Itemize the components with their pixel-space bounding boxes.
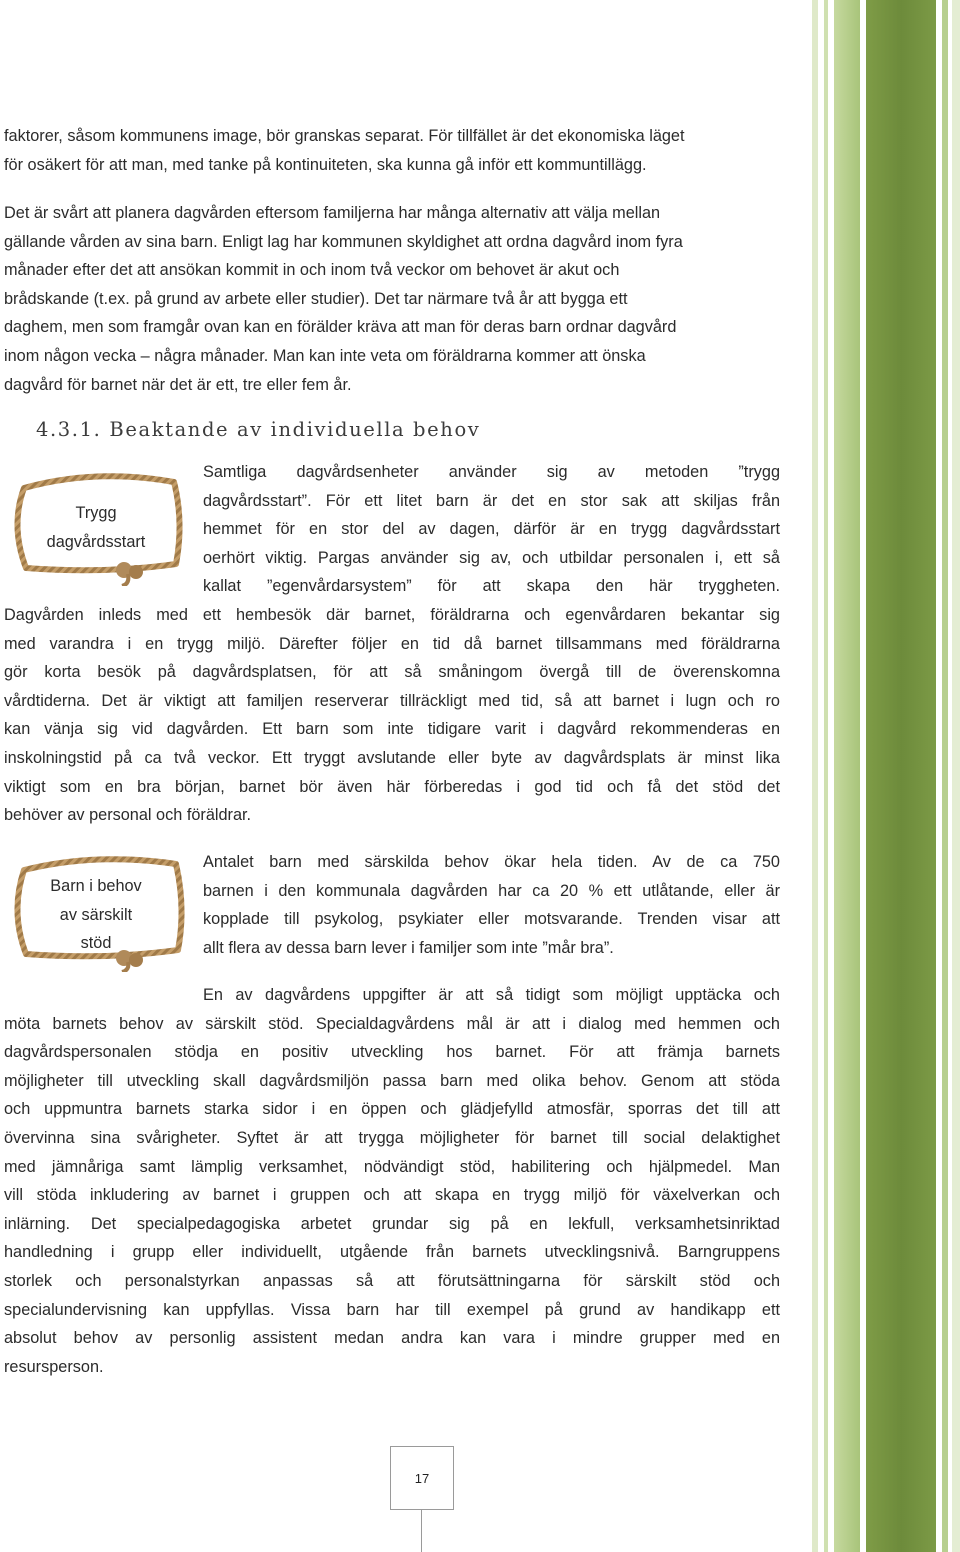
text-line: Det är svårt att planera dagvården eftersom familjerna har många alternativ att välja mellan (4, 204, 661, 222)
text-line: inlärning. Det specialpedagogiska arbetet grundar sig på en lekfull, verksamhetsinriktad (4, 1214, 780, 1233)
stripe (952, 0, 960, 1552)
text-line: En av dagvårdens uppgifter är att så tidigt som möjligt upptäcka och (203, 986, 780, 1004)
text-line: viktigt som en bra början, barnet bör även här förberedas i god tid och få det stöd det (4, 777, 780, 796)
stripe (834, 0, 860, 1552)
section-title: Beaktande av individuella behov (109, 418, 481, 441)
stripe (942, 0, 948, 1552)
label-line: stöd (80, 934, 112, 953)
paragraph-trygg (4, 601, 780, 830)
rope-frame-label (26, 499, 166, 556)
text-line: dagvård för barnet när det är ett, tre eller fem år. (4, 375, 352, 394)
paragraph-trygg-intro (203, 458, 780, 601)
stripe (866, 0, 936, 1552)
decorative-stripes (812, 0, 960, 1552)
text-line: behöver av personal och föräldrar. (4, 806, 252, 825)
text-line: inskolningstid på ca två veckor. Ett tryggt avslutande eller byte av dagvårdsplats är minst lika (4, 748, 780, 767)
text-line: gör korta besök på dagvårdsplatsen, för att så småningom övergå till de överenskomna (4, 663, 780, 682)
rope-frame-trygg (6, 460, 186, 586)
text-line: vill stöda inkludering av barnet i gruppen och att skapa en trygg miljö för växelverkan och (4, 1186, 780, 1205)
text-line: månader efter det att ansökan kommit in och inom två veckor om behovet är akut och (4, 261, 620, 280)
rope-frame-stod (6, 846, 186, 972)
text-line: allt flera av dessa barn lever i familjer som inte ”mår bra”. (203, 938, 614, 957)
page-number-line (421, 1510, 422, 1552)
text-line: med jämnåriga samt lämplig verksamhet, nödvändigt stöd, habilitering och hjälpmedel. Man (4, 1157, 780, 1176)
page-number: 17 (390, 1446, 454, 1510)
text-line: möjligheter till utveckling skall dagvårdsmiljön passa barn med olika behov. Genom att stöda (4, 1071, 780, 1090)
text-line: barnen i den kommunala dagvården har ca 20 % ett utlåtande, eller är (203, 881, 780, 900)
text-line: specialundervisning kan uppfyllas. Vissa barn har till exempel på grund av handikapp ett (4, 1300, 780, 1319)
text-line: Dagvården inleds med ett hembesök där barnet, föräldrarna och egenvårdaren bekantar sig (4, 606, 780, 624)
section-heading (36, 418, 480, 441)
text-line: storlek och personalstyrkan anpassas så att förutsättningarna för särskilt stöd och (4, 1271, 780, 1290)
stripe (812, 0, 818, 1552)
text-line: kan vänja sig vid dagvården. Ett barn som inte tidigare varit i dagvård rekommenderas en (4, 720, 780, 739)
text-line: absolut behov av personlig assistent medan andra kan vara i mindre grupper med en (4, 1329, 780, 1348)
text-line: kopplade till psykolog, psykiater eller motsvarande. Trenden visar att (203, 910, 780, 929)
paragraph-economy (4, 122, 780, 179)
text-line: oerhört viktig. Pargas använder sig av, och utbildar personalen i, ett så (203, 548, 780, 567)
stripe (824, 0, 828, 1552)
label-line: Trygg (75, 504, 117, 522)
section-number: 4.3.1. (36, 418, 102, 441)
text-line: övervinna sina svårigheter. Syftet är att trygga möjligheter för barnet till social delaktighet (4, 1128, 780, 1147)
paragraph-stod-intro (203, 848, 780, 962)
text-line: Samtliga dagvårdsenheter använder sig av metoden ”trygg (203, 463, 780, 481)
text-line: med varandra i en trygg miljö. Därefter följer en tid då barnet tillsammans med föräldrarna (4, 634, 780, 653)
text-line: dagvårdspersonalen stödja en positiv utveckling hos barnet. För att främja barnets (4, 1043, 780, 1062)
text-line: resursperson. (4, 1357, 104, 1376)
text-line: gällande vården av sina barn. Enligt lag har kommunen skyldighet att ordna dagvård inom fyra (4, 232, 683, 251)
text-line: daghem, men som framgår ovan kan en förälder kräva att man för deras barn ordnar dagvård (4, 318, 677, 337)
text-line: inom någon vecka – några månader. Man kan inte veta om föräldrarna kommer att önska (4, 346, 646, 365)
text-line: vårdtiderna. Det är viktigt att familjen reserverar tillräckligt med tid, så att barnet i lugn och ro (4, 691, 780, 710)
text-line: Antalet barn med särskilda behov ökar hela tiden. Av de ca 750 (203, 853, 780, 871)
text-line: kallat ”egenvårdarsystem” för att skapa den här tryggheten. (203, 577, 780, 596)
label-line: dagvårdsstart (46, 532, 146, 551)
text-line: dagvårdsstart”. För ett litet barn är det en stor sak att skiljas från (203, 491, 780, 510)
text-line: för osäkert för att man, med tanke på kontinuiteten, ska kunna gå inför ett kommuntillägg. (4, 155, 647, 174)
text-line: hemmet för en stor del av dagen, därför är en trygg dagvårdsstart (203, 520, 780, 539)
label-line: Barn i behov (50, 877, 142, 895)
text-line: brådskande (t.ex. på grund av arbete eller studier). Det tar närmare två år att bygga ett (4, 289, 628, 308)
text-line: och uppmuntra barnets starka sidor i en öppen och glädjefylld atmosfär, sporras det till att (4, 1100, 780, 1119)
rope-frame-label (26, 872, 166, 958)
text-line: handledning i grupp eller individuellt, utgående från barnets utvecklingsnivå. Barngruppens (4, 1243, 780, 1262)
paragraph-planning (4, 199, 780, 399)
paragraph-stod (4, 981, 780, 1381)
label-line: av särskilt (59, 905, 133, 924)
text-line: faktorer, såsom kommunens image, bör granskas separat. För tillfället är det ekonomiska läget (4, 127, 685, 145)
text-line: möta barnets behov av särskilt stöd. Specialdagvårdens mål är att i dialog med hemmen och (4, 1014, 780, 1033)
